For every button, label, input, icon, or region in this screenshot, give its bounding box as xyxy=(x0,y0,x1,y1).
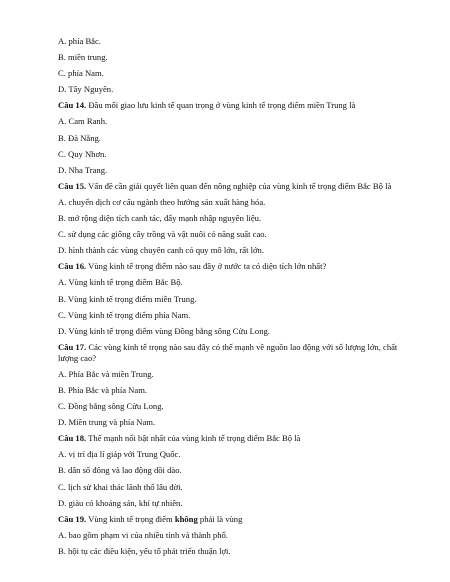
question-number: Câu 19. xyxy=(58,513,87,524)
answer-option: A. phía Bắc. xyxy=(58,36,101,46)
answer-option: D. Miền trung và phía Nam. xyxy=(58,417,156,428)
question-emphasis: không xyxy=(174,513,198,524)
answer-option: D. Nha Trang. xyxy=(58,164,108,175)
answer-option: C. phía Nam. xyxy=(58,68,104,79)
answer-option: D. Vùng kinh tế trọng điểm vùng Đồng bằng sông Cửu Long. xyxy=(58,325,270,336)
question-number: Câu 16. xyxy=(58,261,87,272)
question-stem xyxy=(58,181,410,192)
answer-option: A. Vùng kinh tế trọng điểm Bắc Bộ. xyxy=(58,277,183,288)
question-text: Thế mạnh nổi bật nhất của vùng kinh tế trọng điểm Bắc Bộ là xyxy=(86,433,301,444)
answer-option: C. Đồng bằng sông Cửu Long. xyxy=(58,401,164,412)
answer-option: C. lịch sử khai thác lãnh thổ lâu đời. xyxy=(58,481,183,492)
answer-option: B. mở rộng diện tích canh tác, đẩy mạnh nhập nguyên liệu. xyxy=(58,213,262,224)
answer-option: C. sử dụng các giống cây trồng và vật nuôi có năng suất cao. xyxy=(58,229,267,240)
question-text: Vùng kinh tế trọng điểm xyxy=(86,513,175,524)
question-stem xyxy=(58,433,410,444)
answer-option: A. Phía Bắc và miền Trung. xyxy=(58,368,154,379)
question-number: Câu 15. xyxy=(58,180,87,191)
answer-option: D. giàu có khoáng sản, khí tự nhiên. xyxy=(58,497,183,508)
answer-option: A. vị trí địa lí giáp với Trung Quốc. xyxy=(58,449,181,460)
question-stem xyxy=(58,342,410,364)
answer-option: C. Vùng kinh tế trọng điểm phía Nam. xyxy=(58,309,191,320)
answer-option: B. Vùng kinh tế trọng điểm miền Trung. xyxy=(58,293,197,304)
answer-option: B. dân số đông và lao động dồi dào. xyxy=(58,465,182,476)
question-stem xyxy=(58,261,410,272)
question-number: Câu 18. xyxy=(58,433,87,444)
answer-option: B. Đà Nẵng. xyxy=(58,132,101,143)
answer-option: A. Cam Ranh. xyxy=(58,116,108,127)
question-stem xyxy=(58,100,410,111)
answer-option: C. Quy Nhơn. xyxy=(58,148,107,159)
answer-option: D. hình thành các vùng chuyên canh có quy mô lớn, rất lớn. xyxy=(58,245,264,256)
question-number: Câu 17. xyxy=(58,341,87,352)
question-text: Vấn đề cần giải quyết liên quan đến nông nghiệp của vùng kinh tế trọng điểm Bắc Bộ là xyxy=(86,180,392,191)
answer-option: B. miền trung. xyxy=(58,52,108,63)
question-text: Đầu mối giao lưu kinh tế quan trọng ở vùng kinh tế trọng điểm miền Trung là xyxy=(86,100,356,111)
answer-option: D. Tây Nguyên. xyxy=(58,84,114,95)
answer-option: B. hội tụ các điều kiện, yếu tố phát triển thuận lợi. xyxy=(58,545,231,556)
question-list xyxy=(58,36,410,557)
answer-option: A. chuyển dịch cơ cấu ngành theo hướng sản xuất hàng hóa. xyxy=(58,196,266,207)
answer-option: B. Phía Bắc và phía Nam. xyxy=(58,384,148,395)
question-text: Vùng kinh tế trọng điểm nào sau đây ở nước ta có diện tích lớn nhất? xyxy=(86,261,327,272)
question-number: Câu 14. xyxy=(58,100,87,111)
answer-option: A. bao gồm phạm vi của nhiều tỉnh và thành phố. xyxy=(58,529,228,540)
question-stem xyxy=(58,514,410,525)
question-text-tail: phải là vùng xyxy=(197,513,243,524)
question-text: Các vùng kinh tế trọng nào sau đây có thế mạnh về nguồn lao động với số lượng lớn, chất lượng cao? xyxy=(58,341,398,363)
